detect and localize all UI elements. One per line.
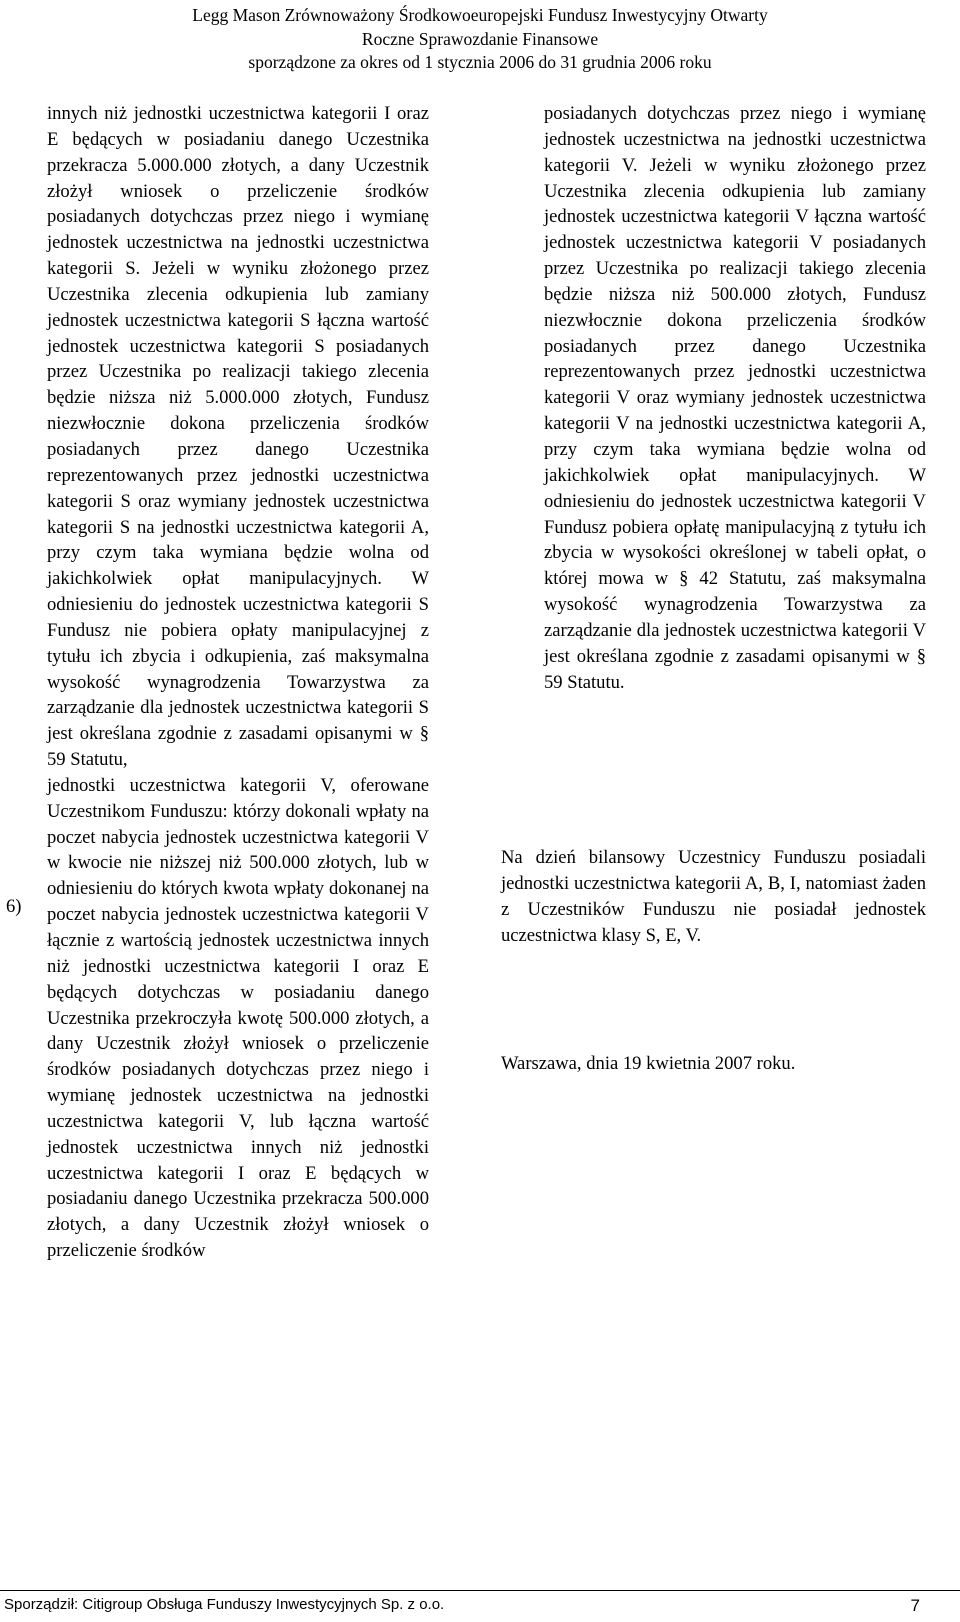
header-report-title: Roczne Sprawozdanie Finansowe	[361, 28, 599, 49]
page-header	[0, 4, 960, 75]
page-number: 7	[910, 1596, 920, 1615]
left-paragraph-1: innych niż jednostki uczestnictwa kategorii I oraz E będących w posiadaniu danego Uczestnika przekracza 5.000.000 złotych, a dany Uczestnik złożył wniosek o przeliczenie środków posiadanych dotychczas przez niego i wymianę jednostek uczestnictwa na jednostki uczestnictwa kategorii S. Jeżeli w wyniku złożonego przez Uczestnika zlecenia odkupienia lub zamiany jednostek uczestnictwa kategorii S łączna wartość jednostek uczestnictwa kategorii S posiadanych przez Uczestnika po realizacji takiego zlecenia będzie niższa niż 5.000.000 złotych, Fundusz niezwłocznie dokona przeliczenia środków posiadanych przez danego Uczestnika reprezentowanych przez jednostki uczestnictwa kategorii S oraz wymiany jednostek uczestnictwa kategorii S na jednostki uczestnictwa kategorii A, przy czym taka wymiana będzie wolna od jakichkolwiek opłat manipulacyjnych. W odniesieniu do jednostek uczestnictwa kategorii S Fundusz nie pobiera opłaty manipulacyjnej z tytułu ich zbycia i odkupienia, zaś maksymalna wysokość wynagrodzenia Towarzystwa za zarządzanie dla jednostek uczestnictwa kategorii S jest określana zgodnie z zasadami opisanymi w § 59 Statutu,	[47, 103, 429, 771]
right-column	[544, 101, 926, 695]
left-column	[47, 101, 429, 1264]
header-fund-name: Legg Mason Zrównoważony Środkowoeuropejski Fundusz Inwestycyjny Otwarty	[192, 5, 768, 25]
list-item-number: 6)	[6, 896, 22, 917]
signature-date: Warszawa, dnia 19 kwietnia 2007 roku.	[501, 1053, 796, 1074]
right-paragraph-1: posiadanych dotychczas przez niego i wymianę jednostek uczestnictwa na jednostki uczestnictwa kategorii V. Jeżeli w wyniku złożonego przez Uczestnika zlecenia odkupienia lub zamiany jednostek uczestnictwa kategorii V łączna wartość jednostek uczestnictwa kategorii V posiadanych przez Uczestnika po realizacji takiego zlecenia będzie niższa niż 500.000 złotych, Fundusz niezwłocznie dokona przeliczenia środków posiadanych przez danego Uczestnika reprezentowanych przez jednostki uczestnictwa kategorii V oraz wymiany jednostek uczestnictwa kategorii V na jednostki uczestnictwa kategorii A, przy czym taka wymiana będzie wolna od jakichkolwiek opłat manipulacyjnych. W odniesieniu do jednostek uczestnictwa kategorii V Fundusz pobiera opłatę manipulacyjną z tytułu ich zbycia w wysokości określonej w tabeli opłat, o której mowa w § 42 Statutu, zaś maksymalna wysokość wynagrodzenia Towarzystwa za zarządzanie dla jednostek uczestnictwa kategorii V jest określana zgodnie z zasadami opisanymi w § 59 Statutu.	[544, 103, 926, 693]
footer-prepared-by: Sporządził: Citigroup Obsługa Funduszy Inwestycyjnych Sp. z o.o.	[4, 1596, 445, 1613]
header-period: sporządzone za okres od 1 stycznia 2006 do 31 grudnia 2006 roku	[248, 52, 712, 72]
footer-divider	[0, 1590, 960, 1591]
balance-sheet-note: Na dzień bilansowy Uczestnicy Funduszu posiadali jednostki uczestnictwa kategorii A, B, I, natomiast żaden z Uczestników Funduszu nie posiadał jednostek uczestnictwa klasy S, E, V.	[501, 847, 926, 946]
left-paragraph-2: jednostki uczestnictwa kategorii V, oferowane Uczestnikom Funduszu: którzy dokonali wpłaty na poczet nabycia jednostek uczestnictwa kategorii V w kwocie nie niższej niż 500.000 złotych, lub w odniesieniu do których kwota wpłaty dokonanej na poczet nabycia jednostek uczestnictwa kategorii V łącznie z wartością jednostek uczestnictwa innych niż jednostki uczestnictwa kategorii I oraz E będących dotychczas w posiadaniu danego Uczestnika przekroczyła kwotę 500.000 złotych, a dany Uczestnik złożył wniosek o przeliczenie środków posiadanych dotychczas przez niego i wymianę jednostek uczestnictwa na jednostki uczestnictwa kategorii V, lub łączna wartość jednostek uczestnictwa innych niż jednostki uczestnictwa kategorii I oraz E będących w posiadaniu danego Uczestnika przekracza 500.000 złotych, a dany Uczestnik złożył wniosek o przeliczenie środków	[47, 774, 429, 1262]
